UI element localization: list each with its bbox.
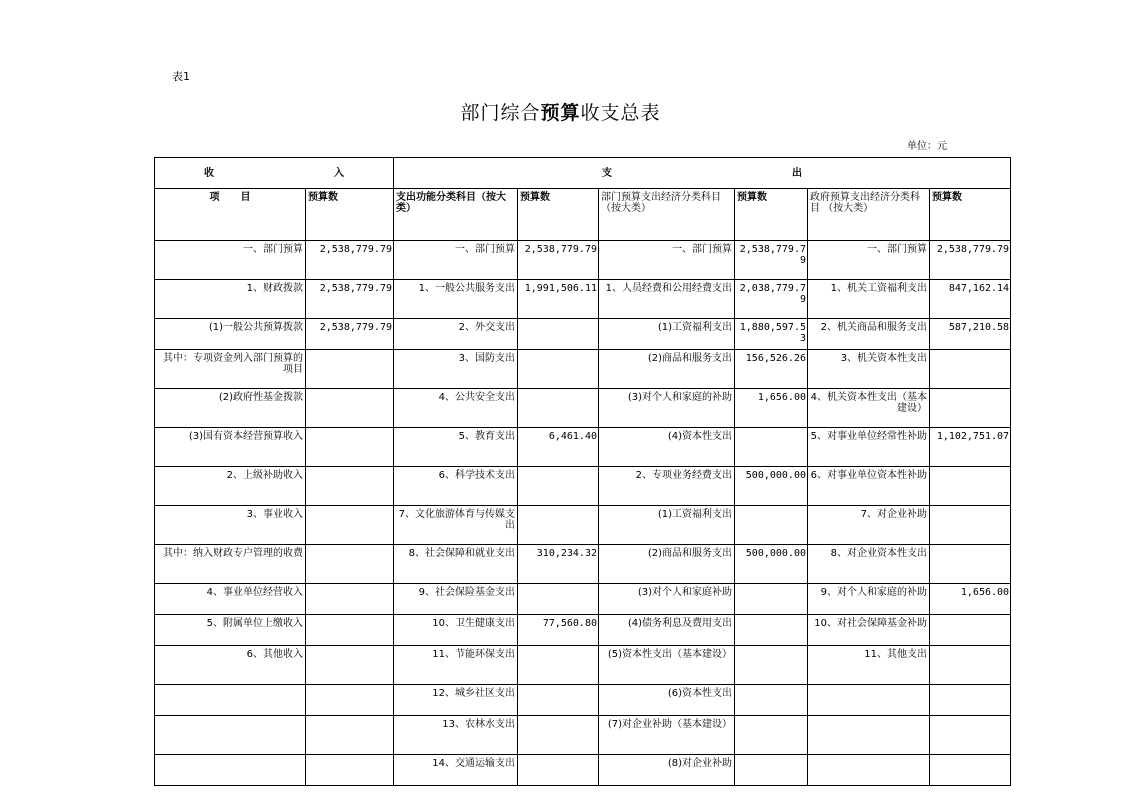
item-cell (808, 685, 930, 716)
amount-cell (306, 428, 394, 467)
item-cell: (7)对企业补助（基本建设） (599, 716, 735, 755)
item-cell (155, 685, 306, 716)
title-part1: 部门综合 (460, 102, 541, 124)
amount-cell (930, 716, 1011, 755)
amount-cell (306, 389, 394, 428)
item-cell: 13、农林水支出 (394, 716, 518, 755)
item-cell: (2)商品和服务支出 (599, 350, 735, 389)
item-cell (155, 716, 306, 755)
amount-cell: 6,461.40 (518, 428, 599, 467)
item-cell: 5、教育支出 (394, 428, 518, 467)
amount-cell (518, 319, 599, 350)
amount-cell (930, 350, 1011, 389)
item-cell: 11、节能环保支出 (394, 646, 518, 685)
amount-cell (518, 506, 599, 545)
item-cell: (3)对个人和家庭补助 (599, 584, 735, 615)
amount-cell: 310,234.32 (518, 545, 599, 584)
amount-cell (518, 646, 599, 685)
table-row (155, 280, 1011, 319)
item-cell: (1)工资福利支出 (599, 319, 735, 350)
expense-header: 支 出 (394, 158, 1011, 189)
col-budget3: 预算数 (735, 189, 808, 241)
amount-cell (518, 350, 599, 389)
item-cell: 6、对事业单位资本性补助 (808, 467, 930, 506)
item-cell: 2、专项业务经费支出 (599, 467, 735, 506)
amount-cell (306, 716, 394, 755)
amount-cell: 1,656.00 (930, 584, 1011, 615)
table-row (155, 584, 1011, 615)
item-cell: 14、交通运输支出 (394, 755, 518, 786)
table-number-label: 表1 (172, 70, 190, 83)
item-cell: 一、部门预算 (808, 241, 930, 280)
item-cell: 9、社会保险基金支出 (394, 584, 518, 615)
amount-cell (930, 755, 1011, 786)
column-header-row (155, 189, 1011, 241)
amount-cell: 500,000.00 (735, 545, 808, 584)
item-cell: 2、机关商品和服务支出 (808, 319, 930, 350)
table-row (155, 615, 1011, 646)
col-func-class: 支出功能分类科目（按大类） (394, 189, 518, 241)
table-row (155, 350, 1011, 389)
title-bold: 预算 (540, 102, 581, 124)
amount-cell (306, 615, 394, 646)
amount-cell (518, 716, 599, 755)
amount-cell (735, 685, 808, 716)
item-cell: 其中：纳入财政专户管理的收费 (155, 545, 306, 584)
item-cell: 6、科学技术支出 (394, 467, 518, 506)
amount-cell: 2,538,779.79 (518, 241, 599, 280)
amount-cell (306, 545, 394, 584)
table-row (155, 545, 1011, 584)
section-header-row (155, 158, 1011, 189)
item-cell: 7、文化旅游体育与传媒支出 (394, 506, 518, 545)
item-cell: 2、上级补助收入 (155, 467, 306, 506)
item-cell: 7、对企业补助 (808, 506, 930, 545)
amount-cell: 500,000.00 (735, 467, 808, 506)
item-cell: (8)对企业补助 (599, 755, 735, 786)
table-row (155, 241, 1011, 280)
item-cell: 5、对事业单位经常性补助 (808, 428, 930, 467)
amount-cell: 1,991,506.11 (518, 280, 599, 319)
table-row (155, 467, 1011, 506)
amount-cell (306, 584, 394, 615)
title-part2: 收支总表 (580, 102, 661, 124)
item-cell: 1、财政拨款 (155, 280, 306, 319)
amount-cell: 587,210.58 (930, 319, 1011, 350)
item-cell: (5)资本性支出（基本建设） (599, 646, 735, 685)
item-cell: 1、机关工资福利支出 (808, 280, 930, 319)
item-cell: 4、事业单位经营收入 (155, 584, 306, 615)
table-row (155, 755, 1011, 786)
amount-cell (735, 428, 808, 467)
col-budget: 预算数 (306, 189, 394, 241)
amount-cell: 77,560.80 (518, 615, 599, 646)
amount-cell: 156,526.26 (735, 350, 808, 389)
amount-cell (518, 755, 599, 786)
income-header: 收 入 (155, 158, 394, 189)
item-cell: 5、附属单位上缴收入 (155, 615, 306, 646)
item-cell: (4)资本性支出 (599, 428, 735, 467)
amount-cell (735, 716, 808, 755)
amount-cell (306, 506, 394, 545)
amount-cell (735, 646, 808, 685)
item-cell: 4、机关资本性支出（基本建设） (808, 389, 930, 428)
table-row (155, 685, 1011, 716)
item-cell: 4、公共安全支出 (394, 389, 518, 428)
amount-cell (306, 685, 394, 716)
item-cell: 3、事业收入 (155, 506, 306, 545)
item-cell: 1、一般公共服务支出 (394, 280, 518, 319)
amount-cell: 847,162.14 (930, 280, 1011, 319)
amount-cell: 2,538,779.79 (306, 241, 394, 280)
item-cell: (1)一般公共预算拨款 (155, 319, 306, 350)
item-cell: (1)工资福利支出 (599, 506, 735, 545)
amount-cell: 2,038,779.79 (735, 280, 808, 319)
amount-cell (306, 646, 394, 685)
item-cell (155, 755, 306, 786)
item-cell: 一、部门预算 (155, 241, 306, 280)
unit-label: 单位：元 (907, 141, 947, 152)
item-cell: 2、外交支出 (394, 319, 518, 350)
col-item: 项 目 (155, 189, 306, 241)
table-row (155, 716, 1011, 755)
amount-cell (930, 545, 1011, 584)
amount-cell (306, 755, 394, 786)
item-cell: 8、对企业资本性支出 (808, 545, 930, 584)
amount-cell (306, 350, 394, 389)
item-cell: 10、对社会保障基金补助 (808, 615, 930, 646)
table-row (155, 506, 1011, 545)
item-cell: 8、社会保障和就业支出 (394, 545, 518, 584)
item-cell: (3)对个人和家庭的补助 (599, 389, 735, 428)
table-row (155, 389, 1011, 428)
item-cell: (2)政府性基金拨款 (155, 389, 306, 428)
amount-cell (930, 506, 1011, 545)
item-cell: 一、部门预算 (394, 241, 518, 280)
item-cell: (3)国有资本经营预算收入 (155, 428, 306, 467)
item-cell: 10、卫生健康支出 (394, 615, 518, 646)
amount-cell (518, 467, 599, 506)
amount-cell (518, 389, 599, 428)
amount-cell (518, 685, 599, 716)
item-cell: 11、其他支出 (808, 646, 930, 685)
item-cell (808, 716, 930, 755)
amount-cell: 1,102,751.07 (930, 428, 1011, 467)
amount-cell (735, 755, 808, 786)
amount-cell: 2,538,779.79 (306, 280, 394, 319)
table-row (155, 646, 1011, 685)
amount-cell: 2,538,779.79 (306, 319, 394, 350)
table-row (155, 428, 1011, 467)
amount-cell (735, 584, 808, 615)
table-row (155, 319, 1011, 350)
amount-cell (735, 506, 808, 545)
col-gov-econ: 政府预算支出经济分类科目 （按大类） (808, 189, 930, 241)
item-cell: (4)债务利息及费用支出 (599, 615, 735, 646)
item-cell: 3、国防支出 (394, 350, 518, 389)
item-cell: 9、对个人和家庭的补助 (808, 584, 930, 615)
item-cell: 6、其他收入 (155, 646, 306, 685)
amount-cell: 2,538,779.79 (735, 241, 808, 280)
item-cell: 12、城乡社区支出 (394, 685, 518, 716)
page-title (0, 98, 1121, 125)
item-cell: (2)商品和服务支出 (599, 545, 735, 584)
amount-cell (518, 584, 599, 615)
amount-cell: 1,880,597.53 (735, 319, 808, 350)
item-cell (808, 755, 930, 786)
amount-cell (306, 467, 394, 506)
amount-cell: 2,538,779.79 (930, 241, 1011, 280)
col-dept-econ: 部门预算支出经济分类科目 （按大类） (599, 189, 735, 241)
col-budget4: 预算数 (930, 189, 1011, 241)
amount-cell (930, 467, 1011, 506)
amount-cell (930, 685, 1011, 716)
amount-cell (930, 389, 1011, 428)
item-cell: (6)资本性支出 (599, 685, 735, 716)
amount-cell (930, 646, 1011, 685)
amount-cell: 1,656.00 (735, 389, 808, 428)
item-cell: 一、部门预算 (599, 241, 735, 280)
item-cell: 3、机关资本性支出 (808, 350, 930, 389)
item-cell: 1、人员经费和公用经费支出 (599, 280, 735, 319)
amount-cell (930, 615, 1011, 646)
budget-summary-table (154, 157, 1011, 786)
col-budget2: 预算数 (518, 189, 599, 241)
amount-cell (735, 615, 808, 646)
item-cell: 其中：专项资金列入部门预算的项目 (155, 350, 306, 389)
